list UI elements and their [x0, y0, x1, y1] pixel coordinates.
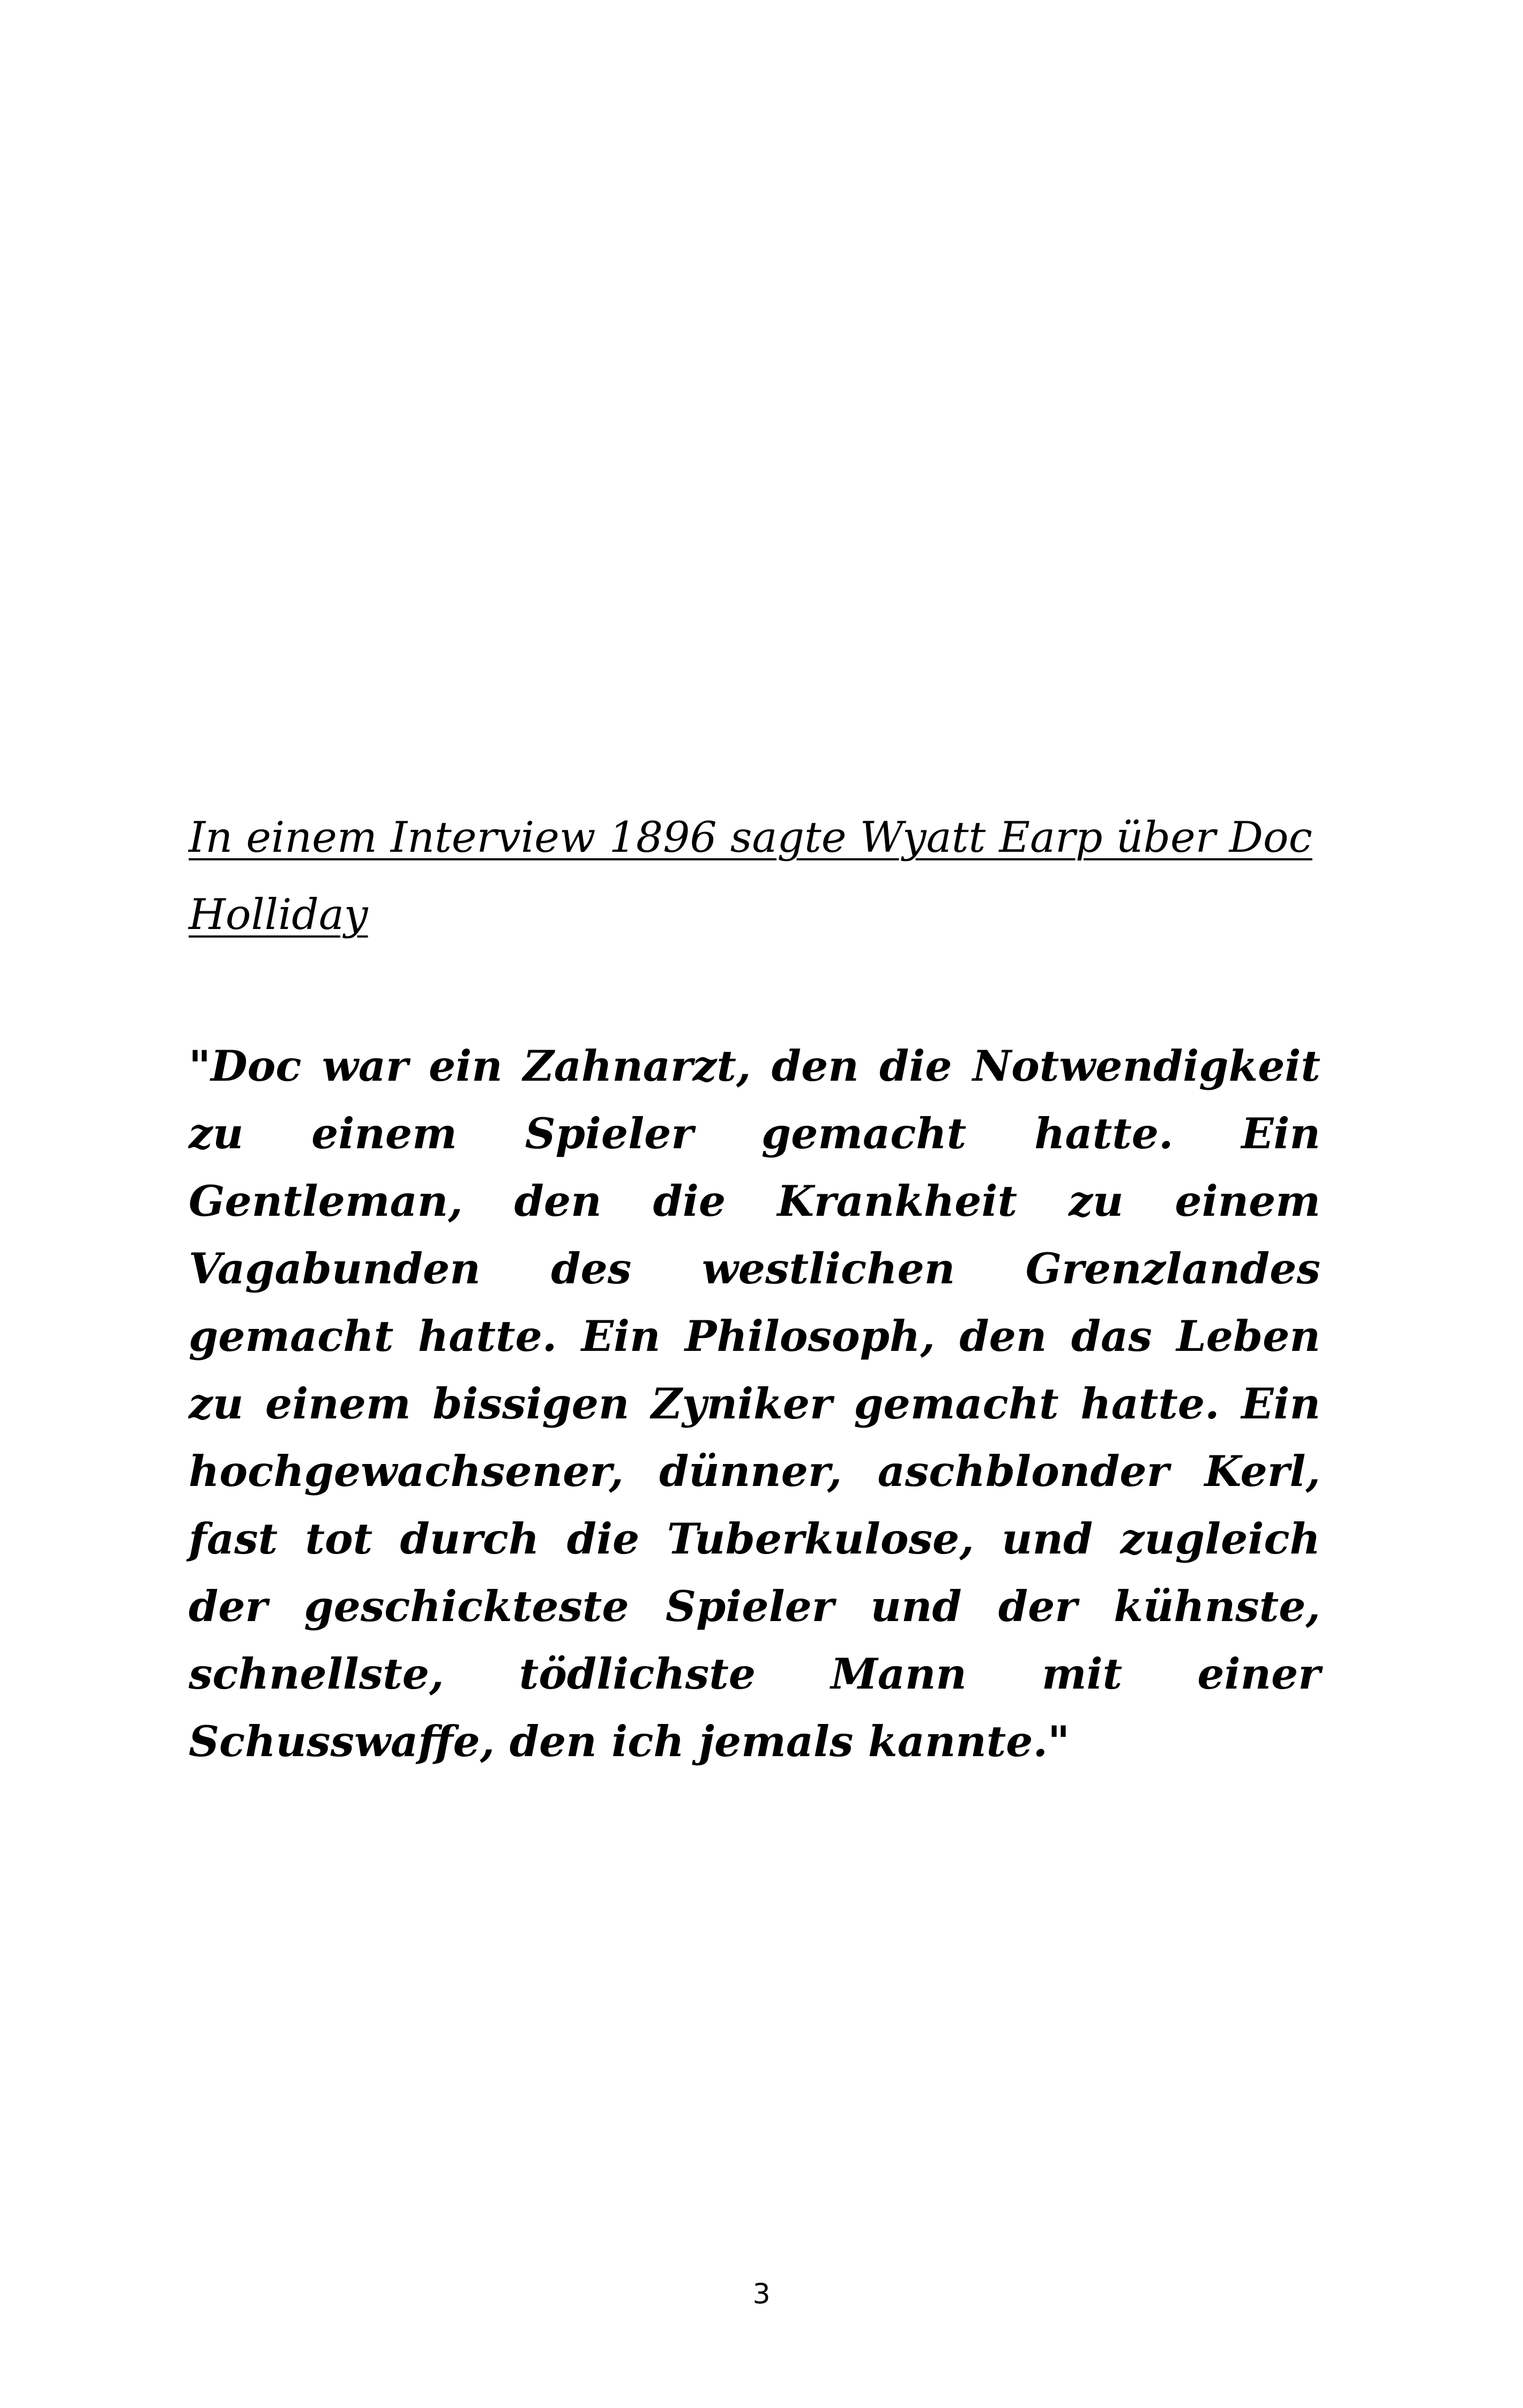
- page-heading: In einem Interview 1896 sagte Wyatt Earp über Doc Holliday: [189, 813, 1312, 939]
- quote-paragraph: "Doc war ein Zahnarzt, den die Notwendigkeit zu einem Spieler gemacht hatte. Ein Gentleman, den die Krankheit zu einem Vagabunden des westlichen Grenzlandes gemacht hatte. Ein Philosoph, den das Leben zu einem bissigen Zyniker gemacht hatte. Ein hochgewachsener, dünner, aschblonder Kerl, fast tot durch die Tuberkulose, und zugleich der geschickteste Spieler und der kühnste, schnellste, tödlichste Mann mit einer Schusswaffe, den ich jemals kannte.": [189, 1041, 1320, 1766]
- page-number: 3: [752, 2278, 771, 2310]
- text-block: [189, 799, 1320, 1775]
